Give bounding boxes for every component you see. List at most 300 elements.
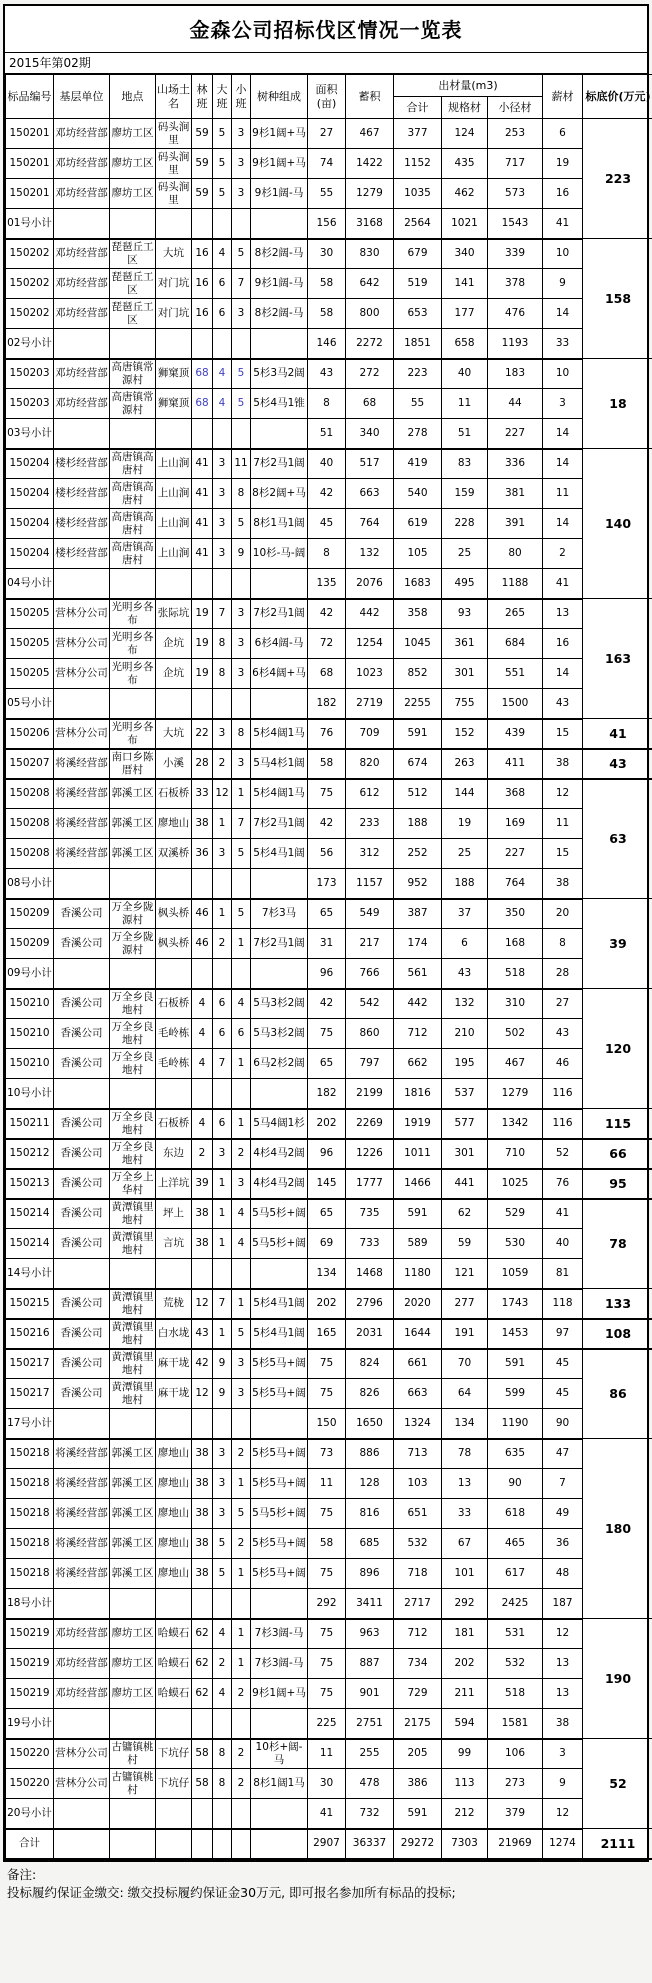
cell: 码头涧里 xyxy=(156,149,192,179)
cell: 7 xyxy=(232,809,251,839)
cell: 16 xyxy=(192,299,213,329)
cell: 223 xyxy=(394,359,442,389)
cell: 45 xyxy=(543,1379,583,1409)
table-row xyxy=(6,1199,652,1229)
note-label: 备注: xyxy=(7,1866,37,1882)
cell: 5杉5马+阔 xyxy=(251,1469,308,1499)
cell: 38 xyxy=(543,749,583,779)
price-cell: 43 xyxy=(583,749,652,779)
subtotal-row xyxy=(6,689,652,719)
cell: 518 xyxy=(488,959,543,989)
cell: 万全乡上华村 xyxy=(110,1169,156,1199)
cell: 381 xyxy=(488,479,543,509)
cell: 楼杉经营部 xyxy=(54,539,110,569)
cell xyxy=(232,869,251,899)
table-row xyxy=(6,1289,652,1319)
cell: 香溪公司 xyxy=(54,1379,110,1409)
cell: 琵琶丘工区 xyxy=(110,239,156,269)
cell: 廖坊工区 xyxy=(110,149,156,179)
cell xyxy=(213,419,232,449)
cell: 1059 xyxy=(488,1259,543,1289)
cell: 1422 xyxy=(346,149,394,179)
cell: 47 xyxy=(543,1439,583,1469)
table-row xyxy=(6,1619,652,1649)
col-small-class: 小班 xyxy=(232,75,251,119)
subtotal-row xyxy=(6,1079,652,1109)
price-cell: 52 xyxy=(583,1739,652,1829)
cell: 134 xyxy=(308,1259,346,1289)
cell: 886 xyxy=(346,1439,394,1469)
cell: 郭溪工区 xyxy=(110,1469,156,1499)
cell: 9 xyxy=(543,269,583,299)
cell: 古镛镇桃村 xyxy=(110,1769,156,1799)
cell: 227 xyxy=(488,839,543,869)
cell: 香溪公司 xyxy=(54,1049,110,1079)
cell: 麻干垅 xyxy=(156,1349,192,1379)
cell: 45 xyxy=(543,1349,583,1379)
cell: 150218 xyxy=(6,1499,54,1529)
cell: 55 xyxy=(394,389,442,419)
cell: 东边 xyxy=(156,1139,192,1169)
cell: 5杉5马+阔 xyxy=(251,1529,308,1559)
cell: 邓坊经营部 xyxy=(54,149,110,179)
cell: 廖地山 xyxy=(156,809,192,839)
cell: 香溪公司 xyxy=(54,1139,110,1169)
cell xyxy=(156,1079,192,1109)
cell: 8 xyxy=(308,389,346,419)
cell: 217 xyxy=(346,929,394,959)
cell: 对门坑 xyxy=(156,269,192,299)
cell: 764 xyxy=(346,509,394,539)
cell: 5 xyxy=(213,149,232,179)
cell: 白水垅 xyxy=(156,1319,192,1349)
cell: 478 xyxy=(346,1769,394,1799)
cell: 5 xyxy=(213,1529,232,1559)
cell: 万全乡良地村 xyxy=(110,1109,156,1139)
cell: 1226 xyxy=(346,1139,394,1169)
subtotal-row xyxy=(6,329,652,359)
cell xyxy=(232,569,251,599)
cell: 09号小计 xyxy=(6,959,54,989)
cell: 755 xyxy=(442,689,488,719)
table-row xyxy=(6,509,652,539)
cell xyxy=(110,869,156,899)
table-row xyxy=(6,1349,652,1379)
cell: 廖地山 xyxy=(156,1499,192,1529)
cell: 797 xyxy=(346,1049,394,1079)
cell xyxy=(54,1829,110,1859)
cell: 03号小计 xyxy=(6,419,54,449)
cell: 黄潭镇里地村 xyxy=(110,1379,156,1409)
cell: 202 xyxy=(308,1289,346,1319)
cell: 52 xyxy=(543,1139,583,1169)
cell: 7杉2马1阔 xyxy=(251,929,308,959)
cell: 99 xyxy=(442,1739,488,1769)
cell: 15 xyxy=(543,719,583,749)
price-cell: 41 xyxy=(583,719,652,749)
cell: 59 xyxy=(192,179,213,209)
cell: 1777 xyxy=(346,1169,394,1199)
cell: 225 xyxy=(308,1709,346,1739)
cell xyxy=(251,959,308,989)
cell xyxy=(251,209,308,239)
table-row xyxy=(6,1019,652,1049)
cell: 5 xyxy=(213,1559,232,1589)
cell: 14 xyxy=(543,299,583,329)
cell xyxy=(192,209,213,239)
cell xyxy=(251,419,308,449)
cell: 3 xyxy=(213,719,232,749)
cell: 8杉1阔1马 xyxy=(251,1769,308,1799)
issue-label: 2015年第02期 xyxy=(5,53,647,74)
cell xyxy=(156,689,192,719)
cell: 16 xyxy=(543,629,583,659)
cell: 高唐镇高唐村 xyxy=(110,449,156,479)
cell: 6 xyxy=(213,299,232,329)
cell: 1 xyxy=(232,779,251,809)
cell: 150219 xyxy=(6,1679,54,1709)
cell: 石板桥 xyxy=(156,1109,192,1139)
cell: 1466 xyxy=(394,1169,442,1199)
cell: 3 xyxy=(232,629,251,659)
cell: 香溪公司 xyxy=(54,1319,110,1349)
cell: 684 xyxy=(488,629,543,659)
cell: 391 xyxy=(488,509,543,539)
cell xyxy=(156,1259,192,1289)
cell: 2719 xyxy=(346,689,394,719)
cell: 150217 xyxy=(6,1379,54,1409)
cell: 8杉2阔-马 xyxy=(251,239,308,269)
price-cell: 63 xyxy=(583,779,652,899)
cell xyxy=(213,1709,232,1739)
col-small-diameter: 小径材 xyxy=(488,97,543,119)
cell: 5马3杉2阔 xyxy=(251,989,308,1019)
cell: 377 xyxy=(394,119,442,149)
cell: 150214 xyxy=(6,1229,54,1259)
cell: 2 xyxy=(543,539,583,569)
cell: 2 xyxy=(232,1139,251,1169)
cell: 58 xyxy=(308,299,346,329)
cell: 南口乡陈厝村 xyxy=(110,749,156,779)
cell: 81 xyxy=(543,1259,583,1289)
cell: 38 xyxy=(192,1559,213,1589)
cell: 香溪公司 xyxy=(54,1169,110,1199)
cell: 高唐镇常源村 xyxy=(110,389,156,419)
subtotal-row xyxy=(6,869,652,899)
cell xyxy=(156,1709,192,1739)
cell: 150214 xyxy=(6,1199,54,1229)
cell: 3 xyxy=(213,1139,232,1169)
cell: 75 xyxy=(308,1019,346,1049)
cell: 820 xyxy=(346,749,394,779)
cell: 4 xyxy=(213,1619,232,1649)
cell: 1324 xyxy=(394,1409,442,1439)
cell: 1279 xyxy=(488,1079,543,1109)
cell: 1279 xyxy=(346,179,394,209)
cell: 11 xyxy=(308,1469,346,1499)
col-big-class: 大班 xyxy=(213,75,232,119)
cell: 黄潭镇里地村 xyxy=(110,1319,156,1349)
cell xyxy=(110,209,156,239)
cell: 635 xyxy=(488,1439,543,1469)
cell: 150217 xyxy=(6,1349,54,1379)
cell: 68 xyxy=(192,389,213,419)
cell: 2269 xyxy=(346,1109,394,1139)
cell: 狮窠顶 xyxy=(156,359,192,389)
cell: 150207 xyxy=(6,749,54,779)
cell: 30 xyxy=(308,239,346,269)
table-row xyxy=(6,749,652,779)
cell: 80 xyxy=(488,539,543,569)
cell: 887 xyxy=(346,1649,394,1679)
cell: 18号小计 xyxy=(6,1589,54,1619)
cell xyxy=(213,569,232,599)
table-row xyxy=(6,719,652,749)
cell: 1543 xyxy=(488,209,543,239)
cell: 麻干垅 xyxy=(156,1379,192,1409)
cell: 90 xyxy=(543,1409,583,1439)
cell: 3 xyxy=(232,149,251,179)
cell xyxy=(110,1709,156,1739)
cell: 5杉4阔1马 xyxy=(251,719,308,749)
cell: 121 xyxy=(442,1259,488,1289)
cell: 郭溪工区 xyxy=(110,839,156,869)
cell: 103 xyxy=(394,1469,442,1499)
cell: 662 xyxy=(394,1049,442,1079)
cell: 43 xyxy=(543,689,583,719)
cell: 68 xyxy=(192,359,213,389)
cell: 4 xyxy=(232,1199,251,1229)
cell: 62 xyxy=(442,1199,488,1229)
cell: 1188 xyxy=(488,569,543,599)
cell: 97 xyxy=(543,1319,583,1349)
cell: 11 xyxy=(543,809,583,839)
cell: 387 xyxy=(394,899,442,929)
cell: 1021 xyxy=(442,209,488,239)
cell: 709 xyxy=(346,719,394,749)
cell: 537 xyxy=(442,1079,488,1109)
cell: 4 xyxy=(192,1109,213,1139)
cell: 73 xyxy=(308,1439,346,1469)
cell: 枫头桥 xyxy=(156,899,192,929)
cell: 532 xyxy=(488,1649,543,1679)
cell: 712 xyxy=(394,1019,442,1049)
cell: 177 xyxy=(442,299,488,329)
cell xyxy=(110,1829,156,1859)
table-row xyxy=(6,1379,652,1409)
cell: 营林分公司 xyxy=(54,599,110,629)
cell: 195 xyxy=(442,1049,488,1079)
cell: 14 xyxy=(543,419,583,449)
cell: 楼杉经营部 xyxy=(54,509,110,539)
cell: 2 xyxy=(232,1769,251,1799)
price-cell: 78 xyxy=(583,1199,652,1289)
cell: 38 xyxy=(192,1529,213,1559)
cell: 411 xyxy=(488,749,543,779)
cell: 12 xyxy=(192,1379,213,1409)
cell: 邓坊经营部 xyxy=(54,239,110,269)
cell: 8 xyxy=(232,479,251,509)
cell: 13 xyxy=(543,599,583,629)
cell: 9 xyxy=(232,539,251,569)
cell: 高唐镇常源村 xyxy=(110,359,156,389)
cell xyxy=(251,1709,308,1739)
cell xyxy=(232,959,251,989)
cell: 廖地山 xyxy=(156,1469,192,1499)
cell: 68 xyxy=(346,389,394,419)
cell: 591 xyxy=(394,1799,442,1829)
cell: 561 xyxy=(394,959,442,989)
cell xyxy=(232,1589,251,1619)
cell: 7杉2马1阔 xyxy=(251,599,308,629)
cell: 83 xyxy=(442,449,488,479)
cell: 1644 xyxy=(394,1319,442,1349)
table-row xyxy=(6,989,652,1019)
note-line: 投标履约保证金缴交: 缴交投标履约保证金30万元, 即可报名参加所有标品的投标; xyxy=(7,1885,456,1901)
price-cell: 39 xyxy=(583,899,652,989)
cell: 6 xyxy=(213,989,232,1019)
cell: 135 xyxy=(308,569,346,599)
cell: 7杉3马 xyxy=(251,899,308,929)
cell: 735 xyxy=(346,1199,394,1229)
cell: 12 xyxy=(192,1289,213,1319)
cell: 860 xyxy=(346,1019,394,1049)
subtotal-row xyxy=(6,569,652,599)
cell: 292 xyxy=(308,1589,346,1619)
cell: 540 xyxy=(394,479,442,509)
cell: 7 xyxy=(213,1289,232,1319)
cell: 1 xyxy=(213,1319,232,1349)
cell: 3411 xyxy=(346,1589,394,1619)
cell: 郭溪工区 xyxy=(110,1529,156,1559)
cell: 150210 xyxy=(6,1049,54,1079)
cell: 廖地山 xyxy=(156,1559,192,1589)
cell: 8 xyxy=(213,659,232,689)
cell xyxy=(213,959,232,989)
cell: 3 xyxy=(232,179,251,209)
cell: 19 xyxy=(192,599,213,629)
cell: 38 xyxy=(192,1229,213,1259)
cell xyxy=(110,329,156,359)
cell: 1683 xyxy=(394,569,442,599)
cell: 38 xyxy=(192,1199,213,1229)
cell: 340 xyxy=(346,419,394,449)
cell: 150205 xyxy=(6,659,54,689)
cell: 6 xyxy=(213,1019,232,1049)
cell: 2272 xyxy=(346,329,394,359)
cell: 9 xyxy=(213,1349,232,1379)
cell xyxy=(192,1079,213,1109)
col-spec-wood: 规格材 xyxy=(442,97,488,119)
cell: 33 xyxy=(543,329,583,359)
cell: 42 xyxy=(192,1349,213,1379)
cell: 5 xyxy=(232,239,251,269)
cell: 732 xyxy=(346,1799,394,1829)
cell: 549 xyxy=(346,899,394,929)
cell: 将溪经营部 xyxy=(54,809,110,839)
cell: 3 xyxy=(213,479,232,509)
cell xyxy=(213,1079,232,1109)
cell: 5 xyxy=(232,839,251,869)
cell: 1 xyxy=(232,1469,251,1499)
cell: 312 xyxy=(346,839,394,869)
cell: 651 xyxy=(394,1499,442,1529)
cell: 14 xyxy=(543,509,583,539)
cell xyxy=(156,1589,192,1619)
cell: 150212 xyxy=(6,1139,54,1169)
cell: 38 xyxy=(543,869,583,899)
cell: 邓坊经营部 xyxy=(54,1649,110,1679)
cell: 黄潭镇里地村 xyxy=(110,1229,156,1259)
cell: 58 xyxy=(192,1739,213,1769)
cell: 10杉-马-阔 xyxy=(251,539,308,569)
cell: 150218 xyxy=(6,1559,54,1589)
cell: 4 xyxy=(213,239,232,269)
cell: 1743 xyxy=(488,1289,543,1319)
table-row xyxy=(6,1499,652,1529)
cell xyxy=(156,869,192,899)
cell: 42 xyxy=(308,809,346,839)
cell: 65 xyxy=(308,1049,346,1079)
cell: 5杉5马+阔 xyxy=(251,1559,308,1589)
cell: 21969 xyxy=(488,1829,543,1859)
cell: 3 xyxy=(213,1469,232,1499)
cell: 41 xyxy=(192,509,213,539)
cell: 228 xyxy=(442,509,488,539)
cell: 石板桥 xyxy=(156,989,192,1019)
price-cell: 140 xyxy=(583,449,652,599)
table-row xyxy=(6,599,652,629)
cell: 336 xyxy=(488,449,543,479)
cell: 8 xyxy=(213,629,232,659)
cell: 255 xyxy=(346,1739,394,1769)
cell: 141 xyxy=(442,269,488,299)
cell: 16 xyxy=(192,269,213,299)
cell: 高唐镇高唐村 xyxy=(110,509,156,539)
cell: 张际坑 xyxy=(156,599,192,629)
cell: 5 xyxy=(232,359,251,389)
cell: 1 xyxy=(232,929,251,959)
cell: 41 xyxy=(192,539,213,569)
cell: 717 xyxy=(488,149,543,179)
cell: 150201 xyxy=(6,149,54,179)
cell: 150215 xyxy=(6,1289,54,1319)
cell: 11 xyxy=(442,389,488,419)
cell: 45 xyxy=(308,509,346,539)
cell: 20号小计 xyxy=(6,1799,54,1829)
cell: 营林分公司 xyxy=(54,719,110,749)
cell: 41 xyxy=(192,449,213,479)
cell: 59 xyxy=(192,119,213,149)
cell: 1851 xyxy=(394,329,442,359)
cell: 442 xyxy=(394,989,442,1019)
cell: 毛岭栋 xyxy=(156,1019,192,1049)
cell: 830 xyxy=(346,239,394,269)
cell: 72 xyxy=(308,629,346,659)
cell: 2 xyxy=(232,1529,251,1559)
cell: 20 xyxy=(543,899,583,929)
cell: 3 xyxy=(213,509,232,539)
cell: 78 xyxy=(442,1439,488,1469)
cell: 7 xyxy=(213,1049,232,1079)
cell: 852 xyxy=(394,659,442,689)
cell: 44 xyxy=(488,389,543,419)
table-row xyxy=(6,1469,652,1499)
cell xyxy=(251,1409,308,1439)
cell: 1919 xyxy=(394,1109,442,1139)
cell: 3 xyxy=(213,1499,232,1529)
cell xyxy=(251,1589,308,1619)
